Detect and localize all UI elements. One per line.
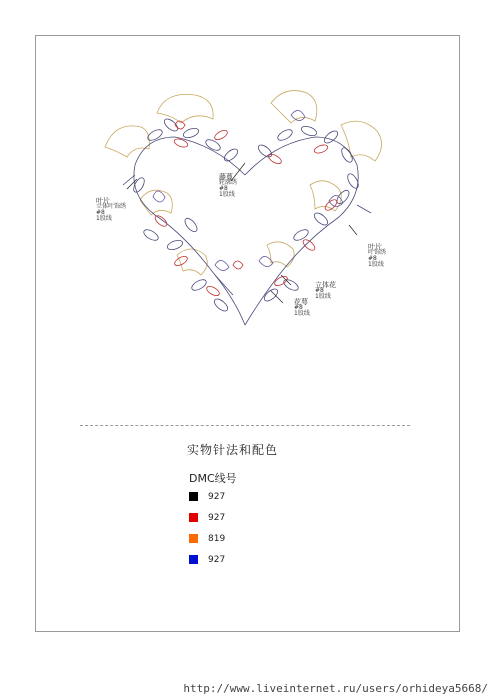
- color-swatch: [189, 534, 198, 543]
- heart-embroidery-diagram: [95, 85, 405, 345]
- tan-scallops: [105, 91, 382, 275]
- color-swatch: [189, 492, 198, 501]
- dashed-divider: [80, 425, 410, 426]
- red-leaves: [153, 128, 338, 297]
- thread-code: 927: [208, 492, 226, 502]
- watermark-url: http://www.liveinternet.ru/users/orhideya5668/: [183, 682, 488, 695]
- thread-code: 927: [208, 555, 226, 565]
- label-3d-flower: 立体花 #8 1股线: [315, 281, 336, 300]
- label-leaf-right: 叶片 叶饰绣 #8 1股线: [368, 243, 387, 268]
- label-vine: 藤蔓 轮廓绣 #8 1股线: [219, 173, 238, 198]
- dmc-title: DMC线号: [189, 472, 237, 485]
- color-swatch: [189, 513, 198, 522]
- label-leaf-left: 叶片 立体叶饰绣 #8 1股线: [96, 197, 127, 222]
- thread-code: 819: [208, 534, 226, 544]
- label-calyx: 花萼 #8 1股线: [294, 298, 310, 317]
- section-heading: 实物针法和配色: [187, 443, 279, 457]
- color-swatch: [189, 555, 198, 564]
- thread-code: 927: [208, 513, 226, 523]
